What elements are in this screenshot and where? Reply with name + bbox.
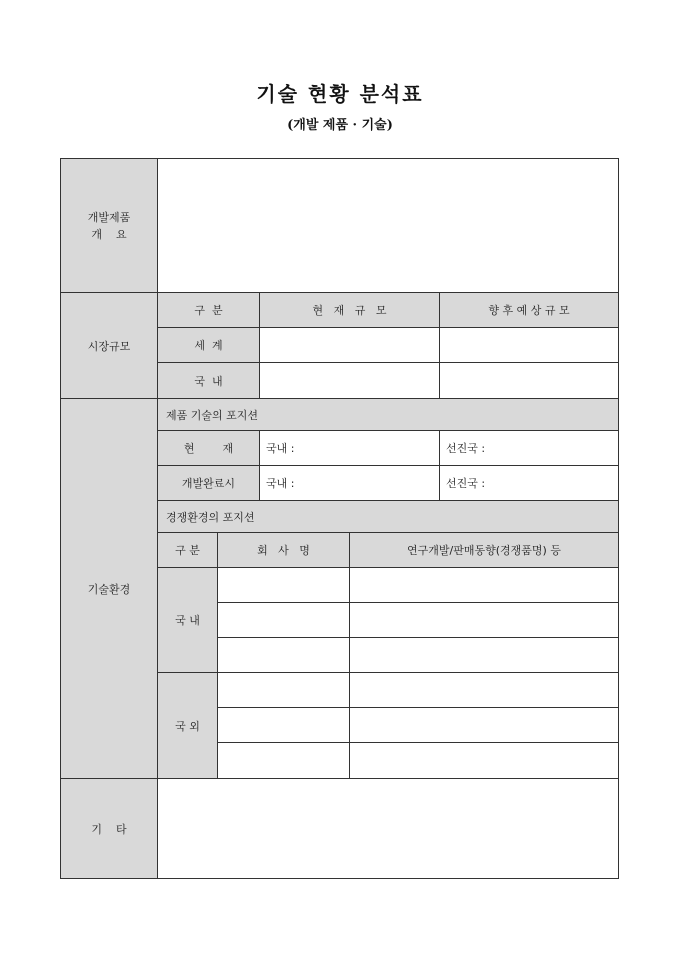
comp-foreign-label: 국 외 <box>158 673 218 779</box>
market-world-future-input[interactable] <box>440 328 618 363</box>
tech-position-title: 제품 기술의 포지션 <box>158 399 618 431</box>
market-domestic-current-input[interactable] <box>260 363 440 399</box>
overview-label <box>61 159 158 293</box>
tech-completion-advanced-input[interactable]: 선진국 : <box>440 466 618 501</box>
market-domestic-future-input[interactable] <box>440 363 618 399</box>
comp-domestic-company-input[interactable] <box>218 603 350 638</box>
market-label: 시장규모 <box>61 293 158 399</box>
market-world-current-input[interactable] <box>260 328 440 363</box>
comp-domestic-trend-input[interactable] <box>350 603 618 638</box>
analysis-table <box>60 158 619 879</box>
comp-foreign-trend-input[interactable] <box>350 673 618 708</box>
comp-header-company: 회 사 명 <box>218 533 350 568</box>
comp-domestic-company-input[interactable] <box>218 568 350 603</box>
tech-completion-label: 개발완료시 <box>158 466 260 501</box>
market-row-world: 세 계 <box>158 328 260 363</box>
tech-completion-domestic-input[interactable]: 국내 : <box>260 466 440 501</box>
comp-foreign-trend-input[interactable] <box>350 708 618 743</box>
overview-input[interactable] <box>158 159 618 293</box>
comp-header-trends: 연구개발/판매동향(경쟁품명) 등 <box>350 533 618 568</box>
market-header-future: 향 후 예 상 규 모 <box>440 293 618 328</box>
tech-label: 기술환경 <box>61 399 158 779</box>
comp-foreign-company-input[interactable] <box>218 708 350 743</box>
page-subtitle: (개발 제품 · 기술) <box>287 118 393 133</box>
tech-current-domestic-input[interactable]: 국내 : <box>260 431 440 466</box>
comp-domestic-trend-input[interactable] <box>350 638 618 673</box>
market-row-domestic: 국 내 <box>158 363 260 399</box>
overview-label-line1: 개발제품 <box>87 210 131 224</box>
comp-foreign-company-input[interactable] <box>218 673 350 708</box>
tech-current-advanced-input[interactable]: 선진국 : <box>440 431 618 466</box>
comp-domestic-trend-input[interactable] <box>350 568 618 603</box>
page-title: 기술 현황 분석표 <box>256 82 424 106</box>
market-header-category: 구 분 <box>158 293 260 328</box>
comp-foreign-company-input[interactable] <box>218 743 350 779</box>
comp-domestic-label: 국 내 <box>158 568 218 673</box>
market-header-current: 현 재 규 모 <box>260 293 440 328</box>
overview-label-line2: 개 요 <box>91 227 127 241</box>
other-input[interactable] <box>158 779 618 878</box>
comp-domestic-company-input[interactable] <box>218 638 350 673</box>
other-label: 기 타 <box>61 779 158 878</box>
comp-foreign-trend-input[interactable] <box>350 743 618 779</box>
tech-current-label: 현 재 <box>158 431 260 466</box>
tech-competition-title: 경쟁환경의 포지션 <box>158 501 618 533</box>
comp-header-category: 구 분 <box>158 533 218 568</box>
